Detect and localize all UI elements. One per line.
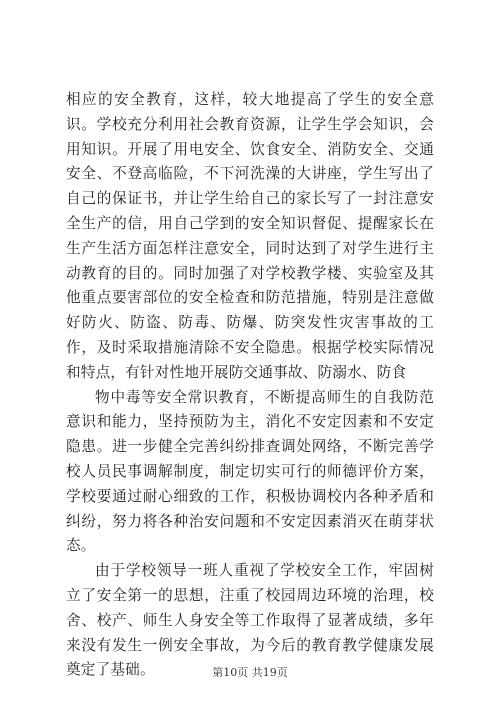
paragraph-1: 相应的安全教育，这样，较大地提高了学生的安全意识。学校充分利用社会教育资源，让学生学会知识，会用知识。开展了用电安全、饮食安全、消防安全、交通安全、不登高临险，不下河洗澡的大讲座，学生写出了自己的保证书，并让学生给自己的家长写了一封注意安全生产的信，用自己学到的安全知识督促、提醒家长在生产生活方面怎样注意安全，同时达到了对学生进行主动教育的目的。同时加强了对学校教学楼、实验室及其他重点要害部位的安全检查和防范措施，特别是注意做好防火、防盗、防毒、防爆、防突发性灾害事故的工作，及时采取措施清除不安全隐患。根据学校实际情况和特点，有针对性地开展防交通事故、防溺水、防食	[66, 91, 434, 381]
paragraph-3: 由于学校领导一班人重视了学校安全工作，牢固树立了安全第一的思想，注重了校园周边环境的治理，校舍、校产、师生人身安全等工作取得了显著成绩，多年来没有发生一例安全事故，为今后的教育教学健康发展奠定了基础。	[66, 562, 434, 679]
paragraph-2: 物中毒等安全常识教育，不断提高师生的自我防范意识和能力，坚持预防为主，消化不安定因素和不安定隐患。进一步健全完善纠纷排查调处网络，不断完善学校人员民事调解制度，制定切实可行的师德评价方案，学校要通过耐心细致的工作，积极协调校内各种矛盾和纠纷，努力将各种治安问题和不安定因素消灭在萌芽状态。	[66, 388, 434, 555]
page-footer: 第10页 共19页	[212, 666, 288, 679]
document-body	[66, 88, 434, 683]
